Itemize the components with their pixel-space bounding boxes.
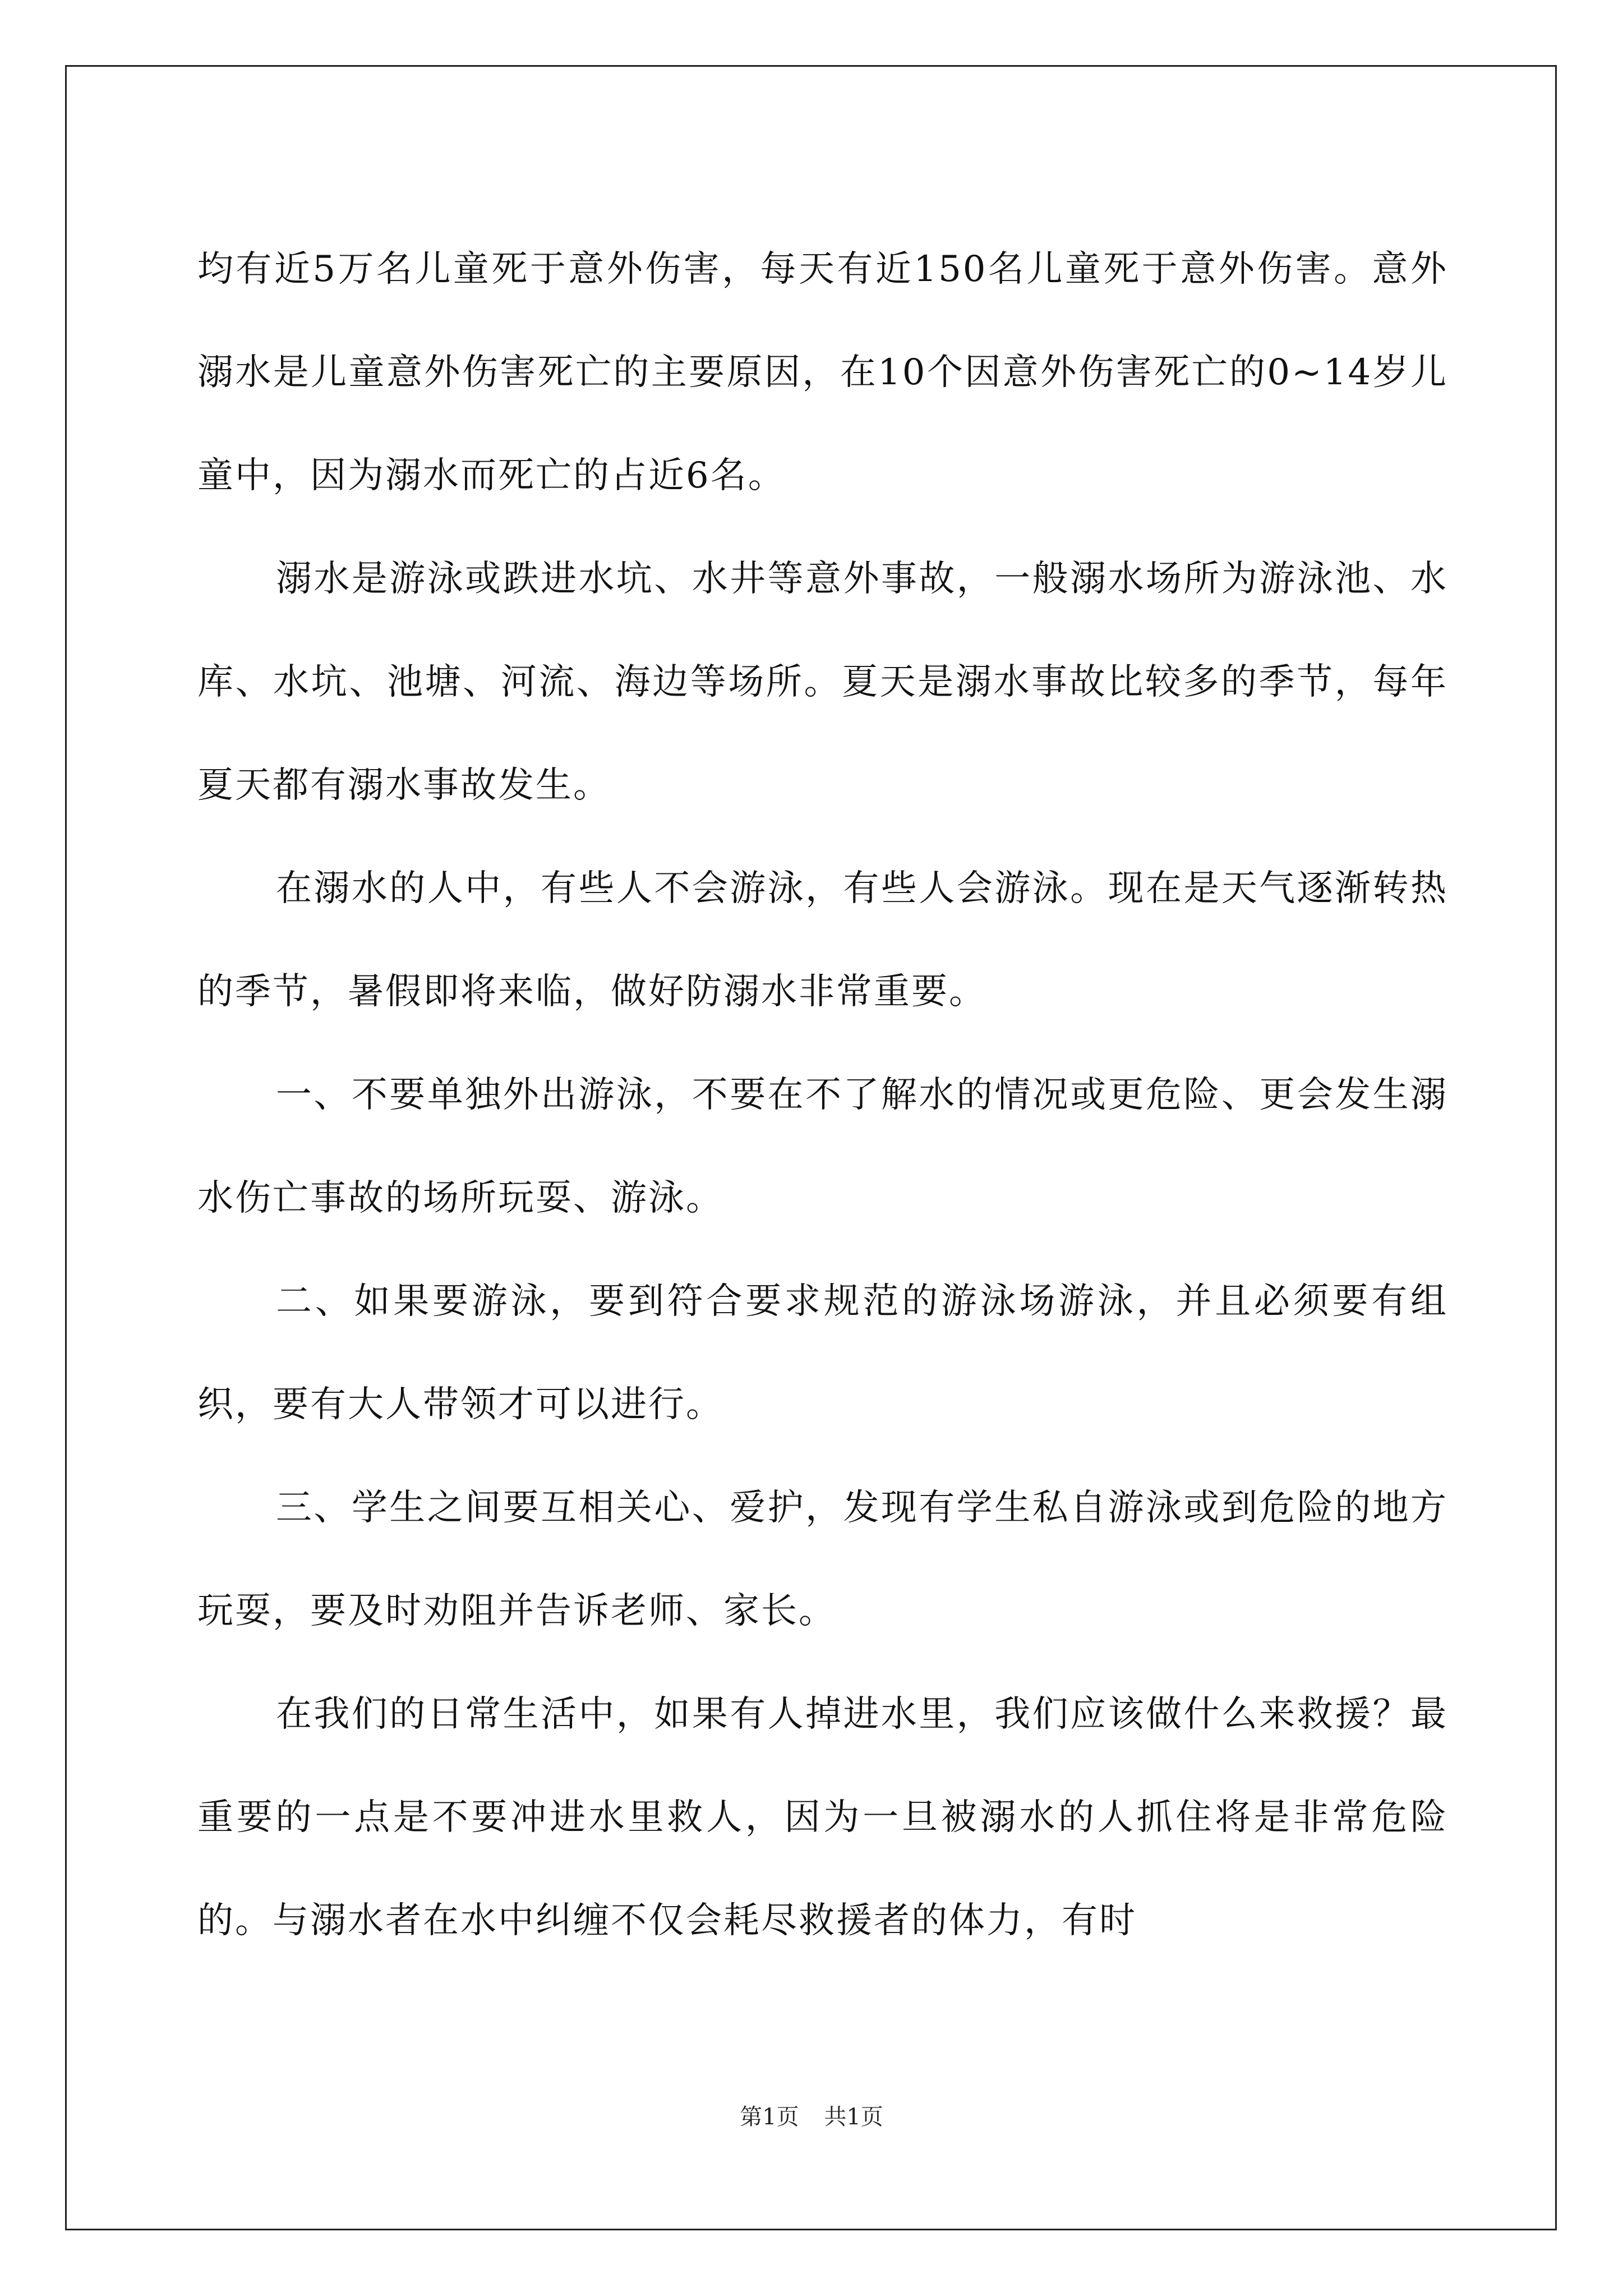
paragraph-2: 溺水是游泳或跌进水坑、水井等意外事故，一般溺水场所为游泳池、水库、水坑、池塘、河流、海边等场所。夏天是溺水事故比较多的季节，每年夏天都有溺水事故发生。	[197, 558, 1448, 806]
paragraph-4: 一、不要单独外出游泳，不要在不了解水的情况或更危险、更会发生溺水伤亡事故的场所玩耍、游泳。	[197, 1074, 1448, 1219]
document-body	[197, 218, 1448, 1972]
paragraph-6: 三、学生之间要互相关心、爱护，发现有学生私自游泳或到危险的地方玩耍，要及时劝阻并告诉老师、家长。	[197, 1487, 1448, 1632]
paragraph-7: 在我们的日常生活中，如果有人掉进水里，我们应该做什么来救援？最重要的一点是不要冲进水里救人，因为一旦被溺水的人抓住将是非常危险的。与溺水者在水中纠缠不仅会耗尽救援者的体力，有时	[197, 1694, 1448, 1941]
paragraph-3: 在溺水的人中，有些人不会游泳，有些人会游泳。现在是天气逐渐转热的季节，暑假即将来临，做好防溺水非常重要。	[197, 868, 1448, 1013]
page-number: 第1页	[740, 2104, 799, 2130]
page-footer	[0, 2101, 1623, 2133]
page-total: 共1页	[824, 2104, 883, 2130]
paragraph-1: 均有近5万名儿童死于意外伤害，每天有近150名儿童死于意外伤害。意外溺水是儿童意外伤害死亡的主要原因，在10个因意外伤害死亡的0~14岁儿童中，因为溺水而死亡的占近6名。	[197, 249, 1448, 496]
paragraph-5: 二、如果要游泳，要到符合要求规范的游泳场游泳，并且必须要有组织，要有大人带领才可以进行。	[197, 1281, 1448, 1425]
